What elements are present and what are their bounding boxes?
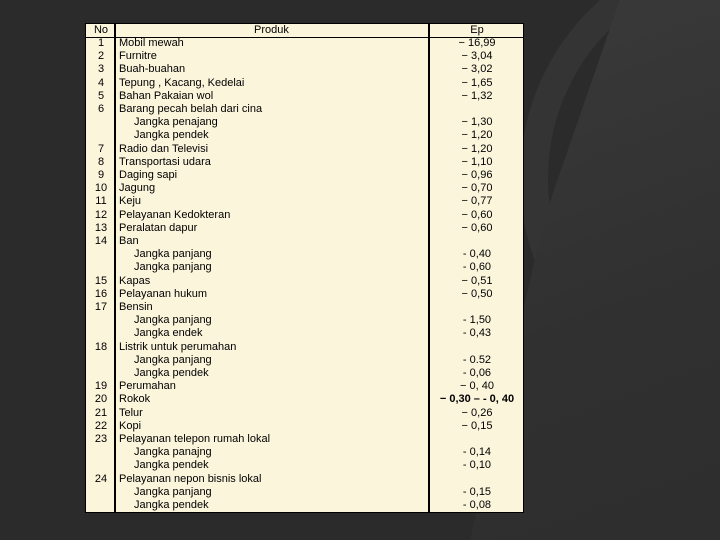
table-row	[86, 103, 523, 116]
row-produk: Jangka pendek	[134, 499, 209, 511]
row-number: 2	[97, 50, 105, 63]
table-row	[86, 209, 523, 222]
table-row	[86, 169, 523, 182]
row-produk: Jangka pendek	[134, 367, 209, 379]
row-produk: Ban	[119, 235, 139, 247]
row-produk: Jangka panjang	[134, 353, 212, 366]
table-row	[86, 195, 523, 208]
table-row	[86, 473, 523, 486]
row-produk: Tepung , Kacang, Kedelai	[119, 76, 245, 89]
row-ep: - 0,10	[462, 459, 492, 472]
row-produk: Kopi	[119, 419, 142, 432]
row-produk: Peralatan dapur	[119, 221, 198, 234]
table-row	[86, 393, 523, 406]
row-produk: Pelayanan Kedokteran	[119, 208, 231, 221]
table-row	[86, 143, 523, 156]
row-number: 8	[97, 155, 105, 168]
row-number: 1	[97, 37, 105, 49]
row-ep: − 0,50	[461, 287, 493, 300]
row-ep: − 16,99	[458, 37, 496, 49]
table-row	[86, 407, 523, 420]
table-row	[86, 261, 523, 274]
row-ep: - 1,50	[462, 314, 492, 327]
row-ep: - 0,43	[462, 327, 492, 340]
table-row	[86, 341, 523, 354]
table-row	[86, 248, 523, 261]
row-number: 24	[94, 472, 108, 485]
row-number: 14	[94, 235, 108, 247]
row-ep: − 0,30 – - 0, 40	[439, 393, 515, 406]
row-ep: − 1,20	[461, 129, 493, 142]
header-produk: Produk	[254, 24, 289, 36]
row-ep: - 0,08	[462, 499, 492, 511]
row-produk: Listrik untuk perumahan	[119, 340, 237, 353]
row-ep: − 1,65	[461, 76, 493, 89]
row-number: 15	[94, 274, 108, 287]
table-row	[86, 77, 523, 90]
header-ep: Ep	[470, 24, 484, 36]
row-produk: Jangka panjang	[134, 485, 212, 498]
table-row	[86, 367, 523, 380]
table-row	[86, 288, 523, 301]
row-number: 12	[94, 208, 108, 221]
row-produk: Jangka endek	[134, 327, 203, 340]
row-produk: Jangka pendek	[134, 459, 209, 472]
row-produk: Furnitre	[119, 50, 157, 63]
row-produk: Jangka panajng	[134, 446, 212, 459]
table-row	[86, 156, 523, 169]
row-ep: − 1,20	[461, 142, 493, 155]
row-ep: − 0,51	[461, 274, 493, 287]
row-number: 17	[94, 301, 108, 313]
table-row	[86, 116, 523, 129]
row-produk: Barang pecah belah dari cina	[119, 103, 263, 115]
row-produk: Perumahan	[119, 380, 176, 393]
row-number: 18	[94, 340, 108, 353]
table-header	[86, 24, 523, 37]
row-produk: Jangka panjang	[134, 314, 212, 327]
table-row	[86, 420, 523, 433]
row-produk: Pelayanan telepon rumah lokal	[119, 433, 271, 445]
row-number: 16	[94, 287, 108, 300]
row-ep: - 0,14	[462, 446, 492, 459]
row-number: 5	[97, 89, 105, 102]
row-ep: - 0,40	[462, 248, 492, 261]
table-row	[86, 354, 523, 367]
row-ep: − 3,04	[461, 50, 493, 63]
table-row	[86, 50, 523, 63]
row-produk: Jangka panjang	[134, 248, 212, 261]
row-ep: − 0,70	[461, 182, 493, 195]
row-ep: - 0,15	[462, 485, 492, 498]
row-number: 13	[94, 221, 108, 234]
row-produk: Bahan Pakaian wol	[119, 89, 214, 102]
table-row	[86, 90, 523, 103]
row-ep: − 0,26	[461, 406, 493, 419]
row-number: 6	[97, 103, 105, 115]
row-produk: Telur	[119, 406, 143, 419]
row-ep: - 0,60	[462, 261, 492, 274]
row-produk: Jagung	[119, 182, 156, 195]
row-produk: Jangka pendek	[134, 129, 209, 142]
row-produk: Bensin	[119, 301, 153, 313]
row-number: 10	[94, 182, 108, 195]
row-produk: Buah-buahan	[119, 63, 186, 76]
row-produk: Jangka penajang	[134, 116, 218, 129]
row-produk: Radio dan Televisi	[119, 142, 209, 155]
row-produk: Transportasi udara	[119, 155, 211, 168]
row-produk: Kapas	[119, 274, 151, 287]
row-produk: Rokok	[119, 393, 151, 406]
row-produk: Keju	[119, 195, 142, 208]
table-row	[86, 129, 523, 142]
row-number: 22	[94, 419, 108, 432]
row-produk: Mobil mewah	[119, 37, 184, 49]
table-row	[86, 446, 523, 459]
table-row	[86, 301, 523, 314]
row-produk: Daging sapi	[119, 169, 178, 181]
row-number: 20	[94, 393, 108, 406]
table-row	[86, 37, 523, 50]
row-ep: − 0,60	[461, 221, 493, 234]
row-ep: − 0,60	[461, 208, 493, 221]
row-ep: − 1,10	[461, 155, 493, 168]
row-ep: − 3,02	[461, 63, 493, 76]
table-row	[86, 275, 523, 288]
table-row	[86, 235, 523, 248]
elasticity-table	[85, 23, 524, 513]
table-row	[86, 459, 523, 472]
table-row	[86, 327, 523, 340]
table-row	[86, 499, 523, 512]
row-number: 3	[97, 63, 105, 76]
row-ep: − 0,96	[461, 169, 493, 181]
table-row	[86, 433, 523, 446]
table-row	[86, 63, 523, 76]
row-number: 4	[97, 76, 105, 89]
row-ep: − 0,77	[461, 195, 493, 208]
row-number: 21	[94, 406, 108, 419]
row-ep: − 0, 40	[460, 380, 494, 393]
row-produk: Pelayanan hukum	[119, 287, 208, 300]
row-ep: - 0.52	[462, 353, 492, 366]
row-ep: − 1,32	[461, 89, 493, 102]
row-number: 7	[97, 142, 105, 155]
table-row	[86, 182, 523, 195]
row-number: 23	[94, 433, 108, 445]
row-produk: Pelayanan nepon bisnis lokal	[119, 472, 262, 485]
row-ep: − 0,15	[461, 419, 493, 432]
row-number: 9	[97, 169, 105, 181]
header-no: No	[93, 24, 109, 36]
row-produk: Jangka panjang	[134, 261, 212, 274]
row-number: 19	[94, 380, 108, 393]
table-row	[86, 380, 523, 393]
table-row	[86, 314, 523, 327]
table-row	[86, 222, 523, 235]
row-ep: - 0,06	[462, 367, 492, 379]
table-row	[86, 486, 523, 499]
row-number: 11	[95, 195, 107, 208]
row-ep: − 1,30	[461, 116, 493, 129]
